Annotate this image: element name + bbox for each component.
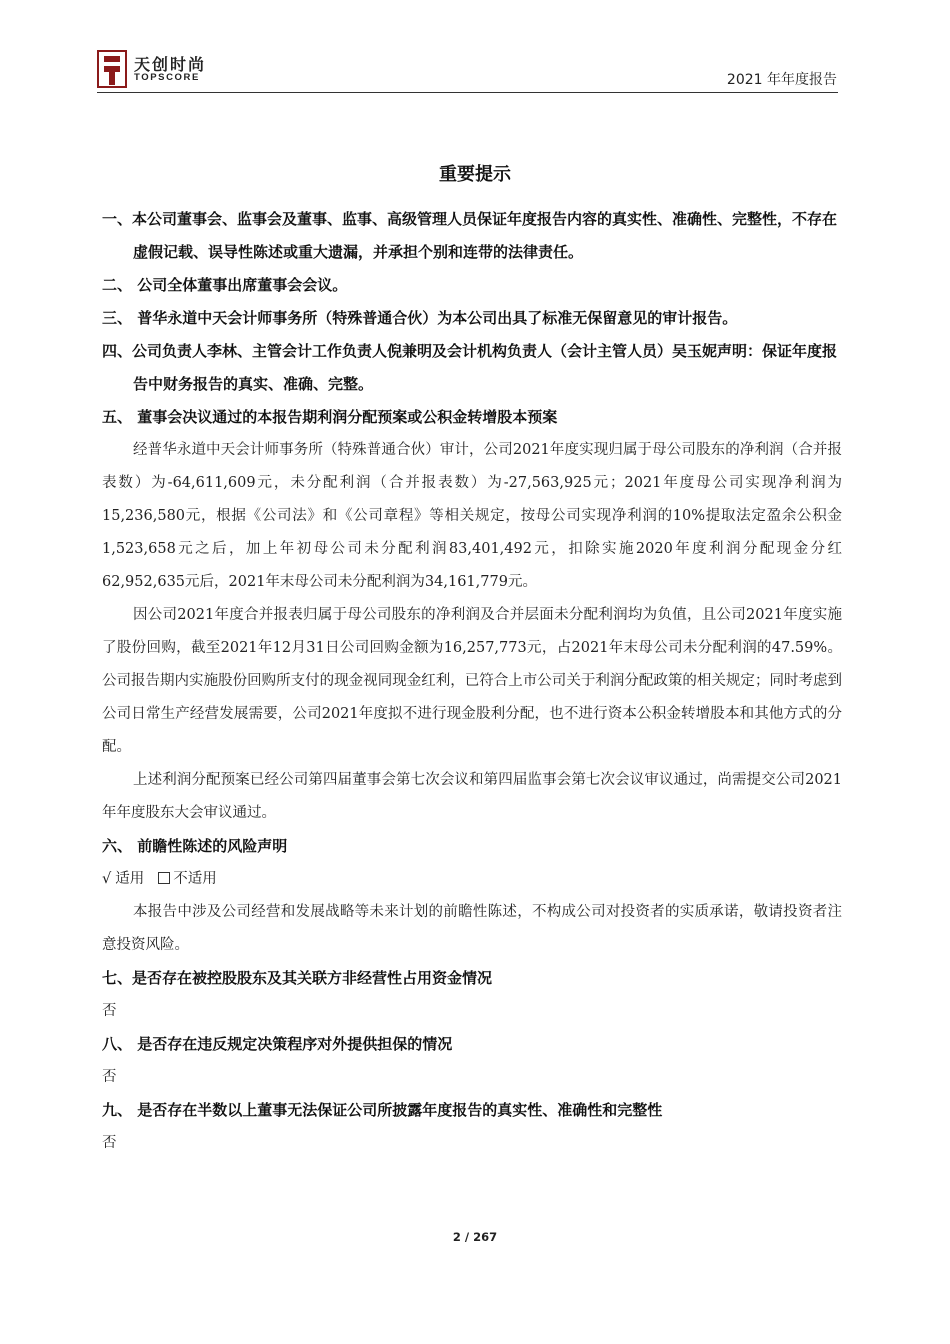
notice-item-1: 一、本公司董事会、监事会及董事、监事、高级管理人员保证年度报告内容的真实性、准确性、完整性，不存在虚假记载、误导性陈述或重大遗漏，并承担个别和连带的法律责任。 xyxy=(102,210,838,261)
answer-7: 否 xyxy=(102,1003,117,1019)
important-notice-content xyxy=(102,203,842,1160)
logo-mark-icon xyxy=(97,50,127,88)
notice-item-6: 六、 前瞻性陈述的风险声明 xyxy=(102,837,288,855)
empty-checkbox-icon xyxy=(158,872,170,884)
answer-9: 否 xyxy=(102,1135,117,1151)
profit-distribution-paragraph-3: 上述利润分配预案已经公司第四届董事会第七次会议和第四届监事会第七次会议审议通过，尚需提交公司2021年年度股东大会审议通过。 xyxy=(102,772,842,821)
notice-item-4: 四、公司负责人李林、主管会计工作负责人倪兼明及会计机构负责人（会计主管人员）吴玉妮声明：保证年度报告中财务报告的真实、准确、完整。 xyxy=(102,342,838,393)
page-number: 2 / 267 xyxy=(452,1230,498,1244)
notice-item-9: 九、 是否存在半数以上董事无法保证公司所披露年度报告的真实性、准确性和完整性 xyxy=(102,1101,663,1119)
header-divider xyxy=(97,92,838,93)
profit-distribution-paragraph-2: 因公司2021年度合并报表归属于母公司股东的净利润及合并层面未分配利润均为负值，且公司2021年度实施了股份回购，截至2021年12月31日公司回购金额为16,257,773元，占2021年末母公司未分配利润的47.59%。公司报告期内实施股份回购所支付的现金视同现金红利，已符合上市公司关于利润分配政策的相关规定；同时考虑到公司日常生产经营发展需要，公司2021年度拟不进行现金股利分配，也不进行资本公积金转增股本和其他方式的分配。 xyxy=(102,607,842,755)
profit-distribution-paragraph-1: 经普华永道中天会计师事务所（特殊普通合伙）审计，公司2021年度实现归属于母公司股东的净利润（合并报表数）为-64,611,609元，未分配利润（合并报表数）为-27,563,925元；2021年度母公司实现净利润为15,236,580元，根据《公司法》和《公司章程》等相关规定，按母公司实现净利润的10%提取法定盈余公积金1,523,658元之后，加上年初母公司未分配利润83,401,492元，扣除实施2020年度利润分配现金分红62,952,635元后，2021年末母公司未分配利润为34,161,779元。 xyxy=(102,442,842,590)
notice-item-5: 五、 董事会决议通过的本报告期利润分配预案或公积金转增股本预案 xyxy=(102,408,558,426)
page-title: 重要提示 xyxy=(439,164,511,185)
notice-item-2: 二、 公司全体董事出席董事会会议。 xyxy=(102,276,348,294)
answer-8: 否 xyxy=(102,1069,117,1085)
logo-text-cn: 天创时尚 xyxy=(134,55,207,74)
forward-looking-statement: 本报告中涉及公司经营和发展战略等未来计划的前瞻性陈述，不构成公司对投资者的实质承诺，敬请投资者注意投资风险。 xyxy=(102,904,842,953)
not-applicable-label: 不适用 xyxy=(173,871,217,887)
notice-item-8: 八、 是否存在违反规定决策程序对外提供担保的情况 xyxy=(102,1035,453,1053)
check-mark-icon: √ xyxy=(102,871,112,887)
applicability-options xyxy=(102,863,842,896)
logo-text-en: TOPSCORE xyxy=(134,72,200,83)
notice-item-3: 三、 普华永道中天会计师事务所（特殊普通合伙）为本公司出具了标准无保留意见的审计报告。 xyxy=(102,309,738,327)
report-title: 2021 年年度报告 xyxy=(726,72,837,88)
applicable-label: 适用 xyxy=(115,871,145,887)
notice-item-7: 七、是否存在被控股股东及其关联方非经营性占用资金情况 xyxy=(102,969,493,987)
company-logo xyxy=(97,50,227,92)
